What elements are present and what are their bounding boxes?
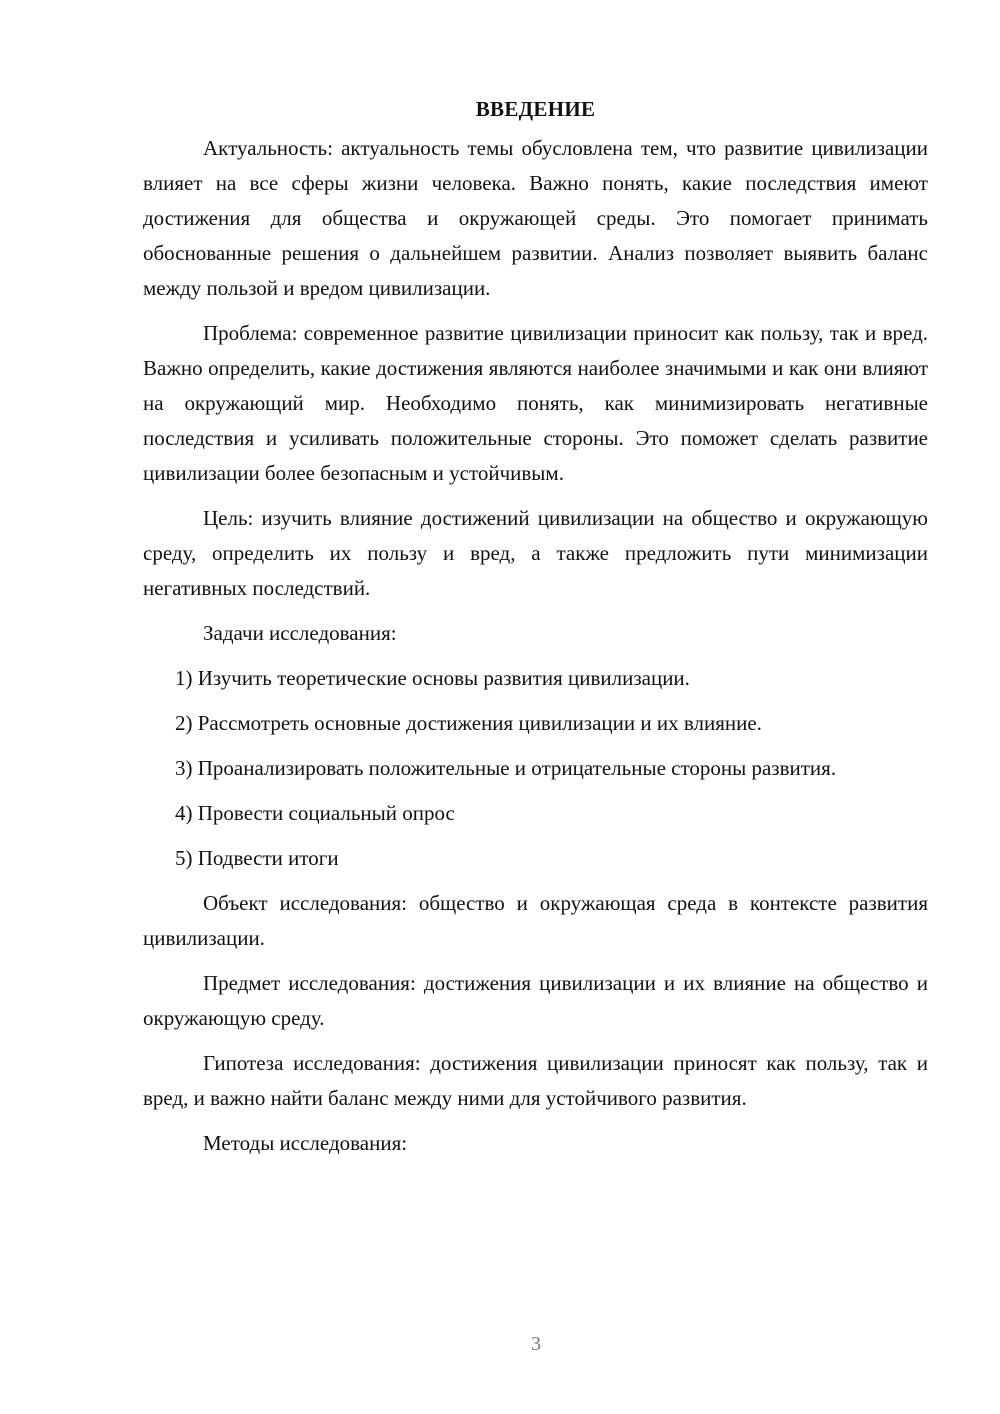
page-content: [143, 92, 928, 1161]
goal-paragraph: Цель: изучить влияние достижений цивилизации на общество и окружающую среду, определить их пользу и вред, а также предложить пути минимизации негативных последствий.: [143, 506, 928, 600]
page-number: 3: [531, 1333, 541, 1355]
subject-paragraph: Предмет исследования: достижения цивилизации и их влияние на общество и окружающую среду.: [143, 971, 928, 1030]
problem-paragraph: Проблема: современное развитие цивилизации приносит как пользу, так и вред. Важно определить, какие достижения являются наиболее значимыми и как они влияют на окружающий мир. Необходимо понять, как минимизировать негативные последствия и усиливать положительные стороны. Это поможет сделать развитие цивилизации более безопасным и устойчивым.: [143, 321, 928, 485]
section-heading: ВВЕДЕНИЕ: [475, 97, 596, 121]
relevance-paragraph: Актуальность: актуальность темы обусловлена тем, что развитие цивилизации влияет на все сферы жизни человека. Важно понять, какие последствия имеют достижения для общества и окружающей среды. Это помогает принимать обоснованные решения о дальнейшем развитии. Анализ позволяет выявить баланс между пользой и вредом цивилизации.: [143, 136, 928, 300]
methods-heading: Методы исследования:: [203, 1131, 408, 1155]
object-paragraph: Объект исследования: общество и окружающая среда в контексте развития цивилизации.: [143, 891, 928, 950]
tasks-heading: Задачи исследования:: [203, 621, 397, 645]
task-item-4: 4) Провести социальный опрос: [175, 801, 455, 825]
task-item-3: 3) Проанализировать положительные и отрицательные стороны развития.: [175, 756, 837, 780]
task-item-1: 1) Изучить теоретические основы развития цивилизации.: [175, 666, 690, 690]
task-item-2: 2) Рассмотреть основные достижения цивилизации и их влияние.: [175, 711, 762, 735]
hypothesis-paragraph: Гипотеза исследования: достижения цивилизации приносят как пользу, так и вред, и важно найти баланс между ними для устойчивого развития.: [143, 1051, 928, 1110]
task-item-5: 5) Подвести итоги: [175, 846, 339, 870]
